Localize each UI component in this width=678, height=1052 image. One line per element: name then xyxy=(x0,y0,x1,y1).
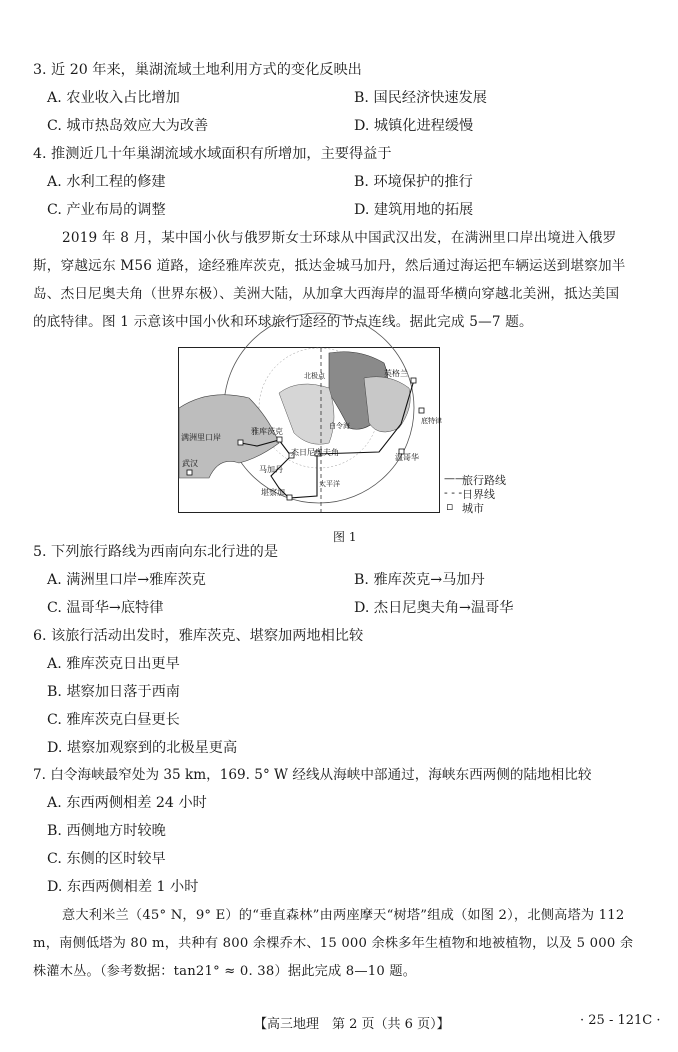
label-england: 英格兰 xyxy=(384,369,408,378)
q4-option-b: B. 环境保护的推行 xyxy=(354,174,473,190)
passage2-line-2: m，南侧低塔为 80 m，共种有 800 余棵乔木、15 000 余株多年生植物和地被植物，以及 5 000 余 xyxy=(33,936,634,951)
page-footer-label: 【高三地理 第 2 页（共 6 页）】 xyxy=(254,1017,450,1032)
q7-option-b: B. 西侧地方时较晚 xyxy=(47,823,166,839)
passage2-line-1: 意大利米兰（45° N，9° E）的“垂直森林”由两座摩天“树塔”组成（如图 2），北侧高塔为 112 xyxy=(62,908,625,923)
q5-option-a: A. 满洲里口岸→雅库茨克 xyxy=(47,572,206,588)
q4-stem: 4. 推测近几十年巢湖流域水域面积有所增加，主要得益于 xyxy=(33,146,392,162)
passage1-line-4: 的底特律。图 1 示意该中国小伙和环球旅行途经的节点连线。据此完成 5—7 题。 xyxy=(33,314,533,330)
siberia-land xyxy=(279,384,334,444)
passage1-line-2: 斯，穿越远东 M56 道路，途经雅库茨克，抵达金城马加丹，然后通过海运把车辆运送到堪察加半 xyxy=(33,258,626,274)
q4-option-a: A. 水利工程的修建 xyxy=(47,174,166,190)
q3-option-d: D. 城镇化进程缓慢 xyxy=(354,118,474,134)
north-america-land xyxy=(364,377,410,432)
passage1-line-3: 岛、杰日尼奥夫角（世界东极）、美洲大陆，从加拿大西海岸的温哥华横向穿越北美洲，抵达美国 xyxy=(33,286,620,302)
q6-option-b: B. 堪察加日落于西南 xyxy=(47,684,180,700)
figure-1-map xyxy=(178,347,440,513)
legend-dateline-line: - - - xyxy=(444,486,463,499)
q3-option-c: C. 城市热岛效应大为改善 xyxy=(47,118,209,134)
legend-route-line: —— xyxy=(444,472,466,485)
q3-option-a: A. 农业收入占比增加 xyxy=(47,90,180,106)
q7-option-c: C. 东侧的区时较早 xyxy=(47,851,166,867)
label-wuhan: 武汉 xyxy=(182,459,198,468)
q5-option-b: B. 雅库茨克→马加丹 xyxy=(354,572,485,588)
q3-option-b: B. 国民经济快速发展 xyxy=(354,90,487,106)
label-dezhnev: 杰日尼奥夫角 xyxy=(291,448,339,457)
route-map-svg xyxy=(179,348,442,512)
q7-option-d: D. 东西两侧相差 1 小时 xyxy=(47,879,199,895)
label-detroit: 底特律 xyxy=(421,417,442,425)
label-kamchatka: 堪察加 xyxy=(261,488,285,497)
label-manzhouli: 满洲里口岸 xyxy=(181,433,221,442)
q6-option-c: C. 雅库茨克白昼更长 xyxy=(47,712,180,728)
legend-route: 旅行路线 xyxy=(462,474,506,487)
passage2-line-3: 株灌木丛。（参考数据：tan21° ≈ 0. 38）据此完成 8—10 题。 xyxy=(33,964,417,979)
page-code: · 25 - 121C · xyxy=(580,1013,661,1028)
q7-stem: 7. 白令海峡最窄处为 35 km，169. 5° W 经线从海峡中部通过，海峡东西两侧的陆地相比较 xyxy=(33,767,592,783)
q6-option-d: D. 堪察加观察到的北极星更高 xyxy=(47,740,238,756)
passage1-line-1: 2019 年 8 月，某中国小伙与俄罗斯女士环球从中国武汉出发，在满洲里口岸出境进入俄罗 xyxy=(62,230,617,246)
q6-option-a: A. 雅库茨克日出更早 xyxy=(47,656,180,672)
q4-option-c: C. 产业布局的调整 xyxy=(47,202,166,218)
q6-stem: 6. 该旅行活动出发时，雅库茨克、堪察加两地相比较 xyxy=(33,628,364,644)
label-yakutsk: 雅库茨克 xyxy=(251,427,283,436)
q5-option-c: C. 温哥华→底特律 xyxy=(47,600,164,616)
q7-option-a: A. 东西两侧相差 24 小时 xyxy=(47,795,207,811)
label-magadan: 马加丹 xyxy=(259,465,283,474)
label-bering: 白令海 xyxy=(329,422,350,430)
legend-city-marker: ▫ xyxy=(446,500,454,513)
figure-1-caption: 图 1 xyxy=(333,530,357,544)
q3-stem: 3. 近 20 年来，巢湖流域土地利用方式的变化反映出 xyxy=(33,62,362,78)
label-pacific: 太平洋 xyxy=(319,480,340,488)
q5-stem: 5. 下列旅行路线为西南向东北行进的是 xyxy=(33,544,279,560)
legend-dateline: 日界线 xyxy=(462,488,495,501)
legend-city: 城市 xyxy=(462,502,484,515)
label-vancouver: 温哥华 xyxy=(395,453,419,462)
q4-option-d: D. 建筑用地的拓展 xyxy=(354,202,474,218)
q5-option-d: D. 杰日尼奥夫角→温哥华 xyxy=(354,600,514,616)
label-north-pole: 北极点 xyxy=(304,372,325,380)
